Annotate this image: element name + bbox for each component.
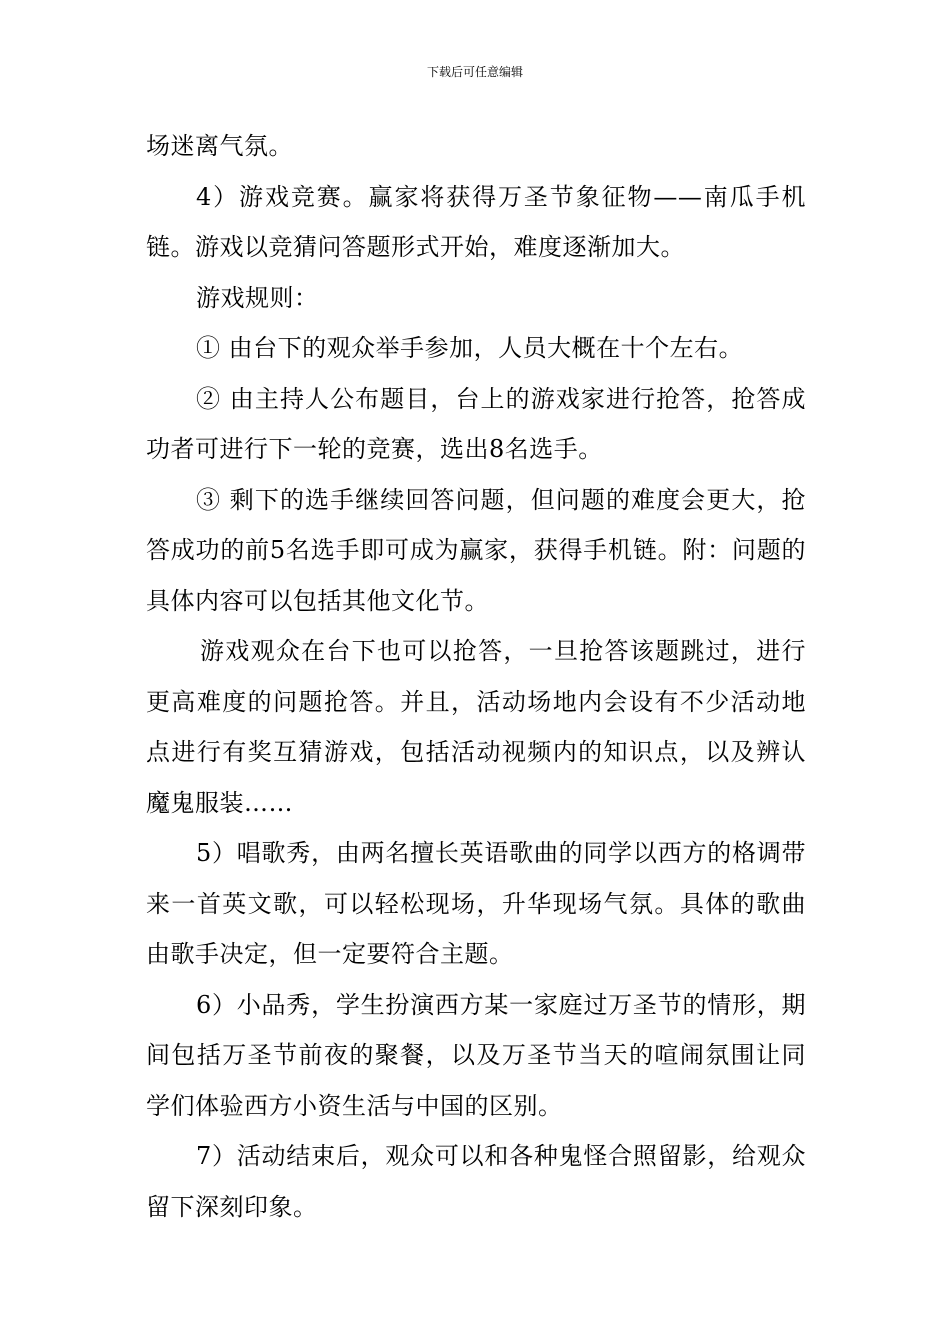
paragraph-rule-2: ② 由主持人公布题目，台上的游戏家进行抢答，抢答成功者可进行下一轮的竞赛，选出8名选手。 [146, 384, 806, 463]
paragraph-audience-answer: 游戏观众在台下也可以抢答，一旦抢答该题跳过，进行更高难度的问题抢答。并且，活动场地内会设有不少活动地点进行有奖互猜游戏，包括活动视频内的知识点，以及辨认魔鬼服装…… [146, 637, 806, 817]
paragraph-game-competition: 4）游戏竞赛。赢家将获得万圣节象征物——南瓜手机链。游戏以竞猜问答题形式开始，难度逐渐加大。 [146, 182, 806, 261]
paragraph-closing-photo: 7）活动结束后，观众可以和各种鬼怪合照留影，给观众留下深刻印象。 [146, 1142, 806, 1221]
paragraph-game-rules-heading: 游戏规则： [196, 283, 319, 312]
page-header-note: 下载后可任意编辑 [426, 65, 523, 79]
paragraph-singing-show: 5）唱歌秀，由两名擅长英语歌曲的同学以西方的格调带来一首英文歌，可以轻松现场，升华现场气氛。具体的歌曲由歌手决定，但一定要符合主题。 [146, 839, 806, 968]
paragraph-skit-show: 6）小品秀，学生扮演西方某一家庭过万圣节的情形，期间包括万圣节前夜的聚餐，以及万圣节当天的喧闹氛围让同学们体验西方小资生活与中国的区别。 [146, 990, 806, 1120]
paragraph-continuation: 场迷离气氛。 [146, 132, 293, 160]
paragraph-rule-3: ③ 剩下的选手继续回答问题，但问题的难度会更大，抢答成功的前5名选手即可成为赢家，获得手机链。附：问题的具体内容可以包括其他文化节。 [146, 485, 806, 615]
paragraph-rule-1: ① 由台下的观众举手参加，人员大概在十个左右。 [196, 334, 744, 362]
document-body [146, 121, 806, 1232]
